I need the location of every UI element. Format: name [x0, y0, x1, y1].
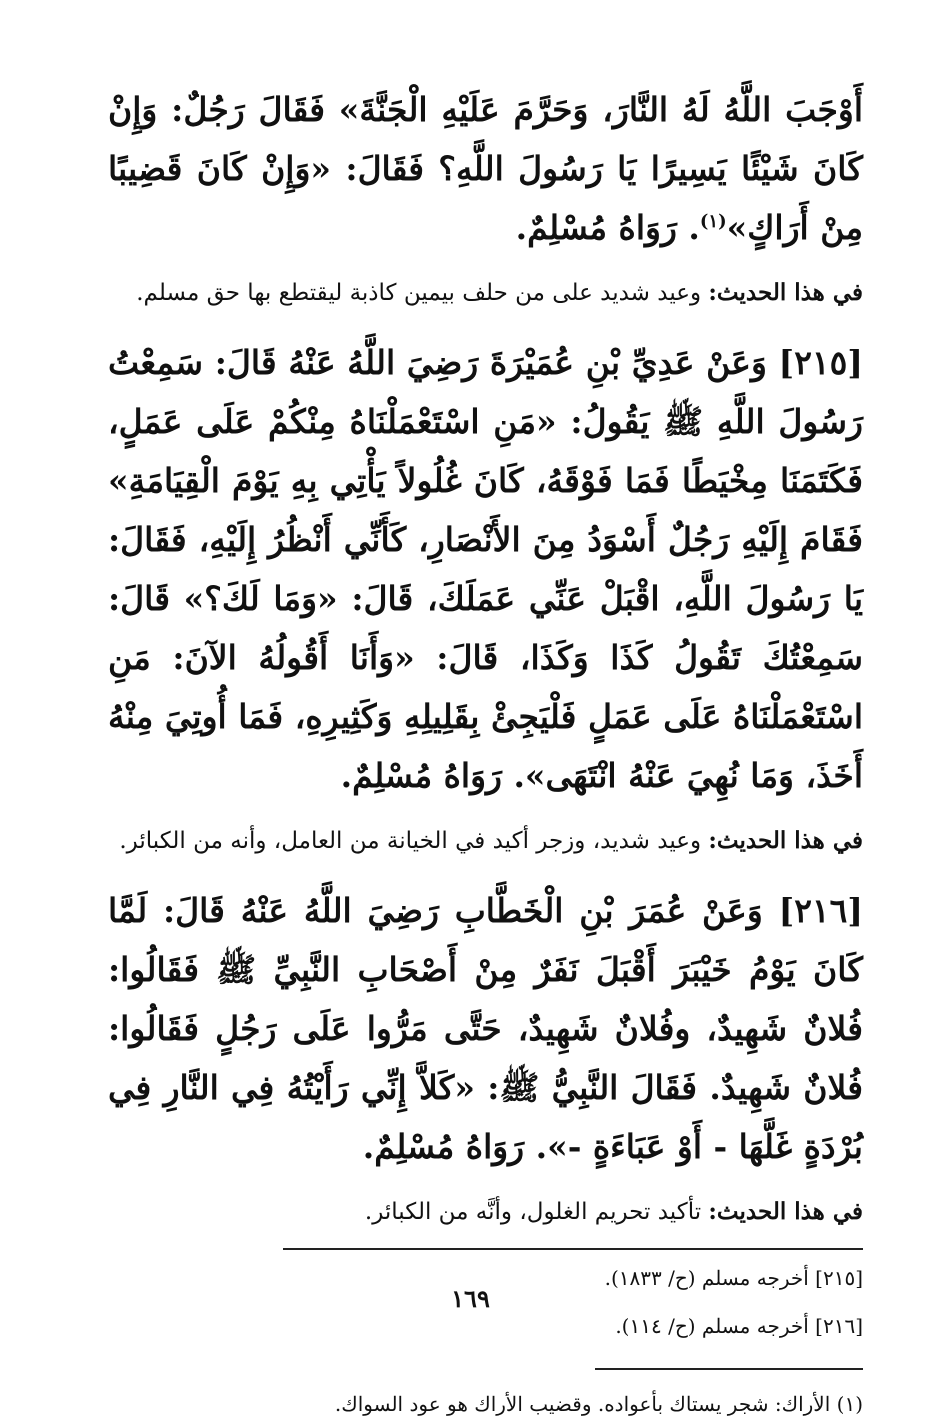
commentary-label: في هذا الحديث:: [708, 279, 863, 306]
footnote-marker: (١): [699, 211, 727, 232]
commentary-paragraph: [108, 1186, 863, 1238]
footnote-divider: [595, 1368, 863, 1370]
commentary-label: في هذا الحديث:: [708, 1198, 863, 1225]
reference-item: [٢١٦] أخرجه مسلم (ح/ ١١٤).: [615, 1314, 863, 1338]
hadith-continuation-tail: . رَوَاهُ مُسْلِمٌ.: [515, 208, 700, 247]
hadith-continuation-text: أَوْجَبَ اللَّهُ لَهُ النَّارَ، وَحَرَّمَ عَلَيْهِ الْجَنَّةَ» فَقَالَ رَجُلٌ: وَإِنْ كَانَ شَيْئًا يَسِيرًا يَا رَسُولَ اللَّهِ؟ فَقَالَ: «وَإِنْ كَانَ قَضِيبًا مِنْ أَرَاكٍ»: [108, 90, 863, 247]
commentary-text: وعيد شديد على من حلف بيمين كاذبة ليقتطع بها حق مسلم.: [136, 280, 709, 306]
hadith-continuation: [108, 80, 863, 257]
hadith-216: [٢١٦] وَعَنْ عُمَرَ بْنِ الْخَطَّابِ رَضِيَ اللَّهُ عَنْهُ قَالَ: لَمَّا كَانَ يَوْمُ خَيْبَرَ أَقْبَلَ نَفَرٌ مِنْ أَصْحَابِ النَّبِيِّ ﷺ فَقَالُوا: فُلانٌ شَهِيدٌ، وفُلانٌ شَهِيدٌ، حَتَّى مَرُّوا عَلَى رَجُلٍ فَقَالُوا: فُلانٌ شَهِيدٌ. فَقَالَ النَّبِيُّ ﷺ: «كَلاَّ إِنِّي رَأَيْتُهُ فِي النَّارِ فِي بُرْدَةٍ غَلَّهَا - أَوْ عَبَاءَةٍ -». رَوَاهُ مُسْلِمٌ.: [108, 891, 863, 1166]
commentary-paragraph: [108, 815, 863, 867]
commentary-text: تأكيد تحريم الغلول، وأنَّه من الكبائر.: [364, 1199, 709, 1225]
page-number: ١٦٩: [451, 1284, 490, 1313]
reference-item: [٢١٥] أخرجه مسلم (ح/ ١٨٣٣).: [604, 1266, 863, 1290]
hadith-215: [٢١٥] وَعَنْ عَدِيِّ بْنِ عُمَيْرَةَ رَضِيَ اللَّهُ عَنْهُ قَالَ: سَمِعْتُ رَسُولَ اللَّهِ ﷺ يَقُولُ: «مَنِ اسْتَعْمَلْنَاهُ مِنْكُمْ عَلَى عَمَلٍ، فَكَتَمَنَا مِخْيَطًا فَمَا فَوْقَهُ، كَانَ غُلُولاً يَأْتِي بِهِ يَوْمَ الْقِيَامَةِ» فَقَامَ إِلَيْهِ رَجُلٌ أَسْوَدُ مِنَ الأَنْصَارِ، كَأَنِّي أَنْظُرُ إِلَيْهِ، فَقَالَ: يَا رَسُولَ اللَّهِ، اقْبَلْ عَنِّي عَمَلَكَ، قَالَ: «وَمَا لَكَ؟» قَالَ: سَمِعْتُكَ تَقُولُ كَذَا وَكَذَا، قَالَ: «وَأَنَا أَقُولُهُ الآنَ: مَنِ اسْتَعْمَلْنَاهُ عَلَى عَمَلٍ فَلْيَجِئْ بِقَلِيلِهِ وَكَثِيرِهِ، فَمَا أُوتِيَ مِنْهُ أَخَذَ، وَمَا نُهِيَ عَنْهُ انْتَهَى». رَوَاهُ مُسْلِمٌ.: [108, 343, 863, 795]
references-divider: [283, 1248, 863, 1250]
commentary-paragraph: [108, 267, 863, 319]
commentary-label: في هذا الحديث:: [708, 827, 863, 854]
commentary-text: وعيد شديد، وزجر أكيد في الخيانة من العامل، وأنه من الكبائر.: [119, 828, 709, 854]
footnote-text: (١) الأراك: شجر يستاك بأعواده. وقضيب الأراك هو عود السواك.: [334, 1392, 863, 1416]
